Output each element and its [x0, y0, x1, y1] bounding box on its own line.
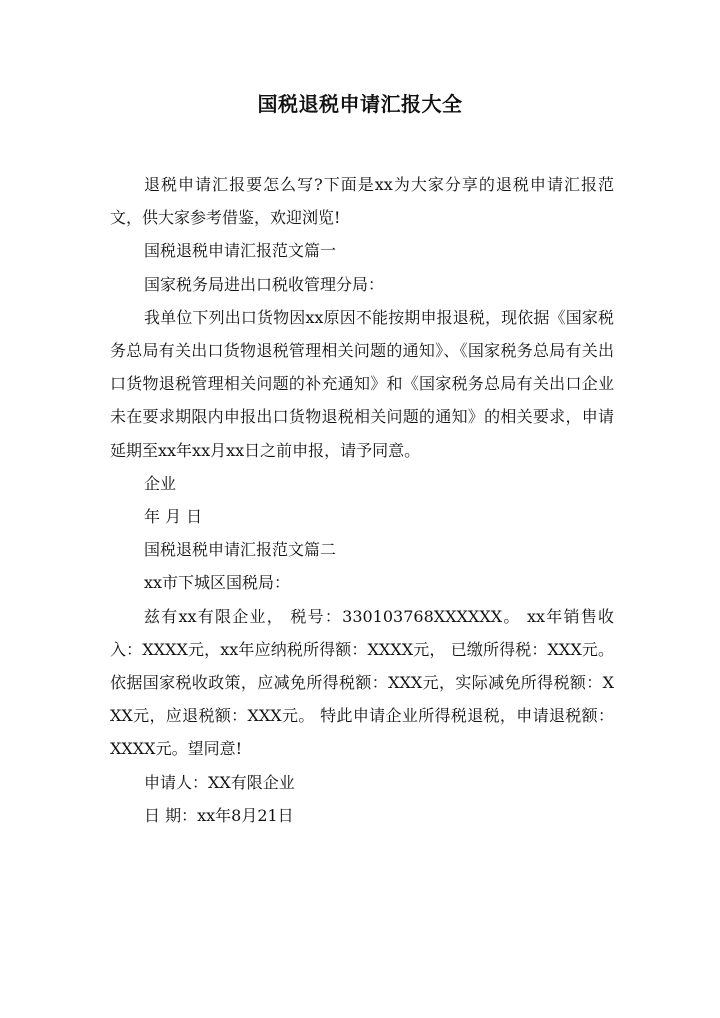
paragraph-request-body-one: 我单位下列出口货物因xx原因不能按期申报退税，现依据《国家税务总局有关出口货物退税管理相关问题的通知》、《国家税务总局有关出口货物退税管理相关问题的补充通知》和《国家税务总局有关出口企业未在要求期限内申报出口货物退税相关问题的通知》的相关要求，申请延期至xx年xx月xx日之前申报，请予同意。: [110, 307, 614, 460]
document-title: 国税退税申请汇报大全: [257, 92, 463, 116]
paragraph-heading-sample-two: 国税退税申请汇报范文篇二: [144, 540, 337, 560]
paragraph-addressee-one: 国家税务局进出口税收管理分局：: [144, 274, 385, 294]
paragraph-date: 日 期：xx年8月21日: [144, 805, 294, 825]
document-body: [110, 168, 614, 832]
paragraph-request-body-two: 兹有xx有限企业， 税号：330103768XXXXXX。 xx年销售收入：XXXX元，xx年应纳税所得额：XXXX元， 已缴所得税：XXX元。依据国家税收政策，应减免所得税额：XXX元，实际减免所得税额：XXX元，应退税额：XXX元。 特此申请企业所得税退税，申请退税额：XXXX元。望同意!: [110, 606, 614, 759]
paragraph-date-blank: 年 月 日: [144, 507, 203, 527]
paragraph-applicant: 申请人：XX有限企业: [144, 772, 295, 792]
paragraph-intro: 退税申请汇报要怎么写?下面是xx为大家分享的退税申请汇报范文，供大家参考借鉴，欢迎浏览!: [110, 175, 614, 228]
paragraph-signature-company: 企业: [144, 473, 177, 493]
paragraph-addressee-two: xx市下城区国税局：: [144, 573, 291, 593]
paragraph-heading-sample-one: 国税退税申请汇报范文篇一: [144, 241, 337, 261]
